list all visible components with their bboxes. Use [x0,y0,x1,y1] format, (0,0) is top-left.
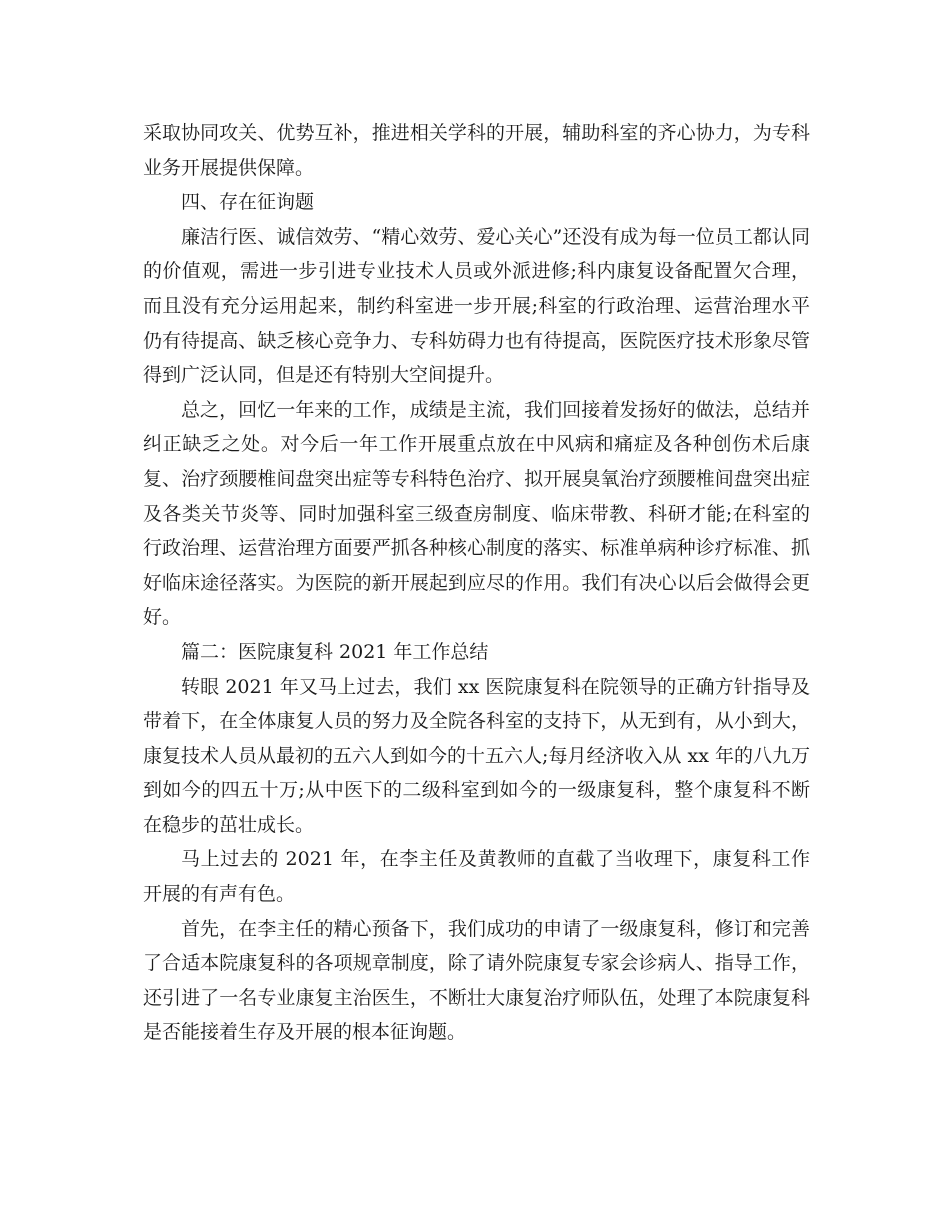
paragraph-continuation: 采取协同攻关、优势互补，推进相关学科的开展，辅助科室的齐心协力，为专科业务开展提供保障。 [143,122,810,179]
paragraph-problems: 廉洁行医、诚信效劳、“精心效劳、爱心关心”还没有成为每一位员工都认同的价值观，需进一步引进专业技术人员或外派进修;科内康复设备配置欠合理，而且没有充分运用起来，制约科室进一步开展;科室的行政治理、运营治理水平仍有待提高、缺乏核心竞争力、专科妨碍力也有待提高，医院医疗技术形象尽管得到广泛认同，但是还有特别大空间提升。 [143,225,810,387]
document-page [143,116,810,1050]
paragraph-year-review: 马上过去的 2021 年，在李主任及黄教师的直截了当收理下，康复科工作开展的有声有色。 [143,848,810,906]
paragraph-intro: 转眼 2021 年又马上过去，我们 xx 医院康复科在院领导的正确方针指导及带着下，在全体康复人员的努力及全院各科室的支持下，从无到有，从小到大，康复技术人员从最初的五六人到如今的十五六人;每月经济收入从 xx 年的八九万到如今的四五十万;从中医下的二级科室到如今的一级康复科，整个康复科不断在稳步的茁壮成长。 [143,675,810,836]
section-heading-part-two: 篇二：医院康复科 2021 年工作总结 [181,640,489,663]
paragraph-summary: 总之，回忆一年来的工作，成绩是主流，我们回接着发扬好的做法，总结并纠正缺乏之处。对今后一年工作开展重点放在中风病和痛症及各种创伤术后康复、治疗颈腰椎间盘突出症等专科特色治疗、拟开展臭氧治疗颈腰椎间盘突出症及各类关节炎等、同时加强科室三级查房制度、临床带教、科研才能;在科室的行政治理、运营治理方面要严抓各种核心制度的落实、标准单病种诊疗标准、抓好临床途径落实。为医院的新开展起到应尽的作用。我们有决心以后会做得会更好。 [143,398,810,629]
section-heading-problems: 四、存在征询题 [181,191,315,214]
paragraph-first: 首先，在李主任的精心预备下，我们成功的申请了一级康复科，修订和完善了合适本院康复科的各项规章制度，除了请外院康复专家会诊病人、指导工作，还引进了一名专业康复主治医生，不断壮大康复治疗师队伍，处理了本院康复科是否能接着生存及开展的根本征询题。 [143,917,810,1044]
